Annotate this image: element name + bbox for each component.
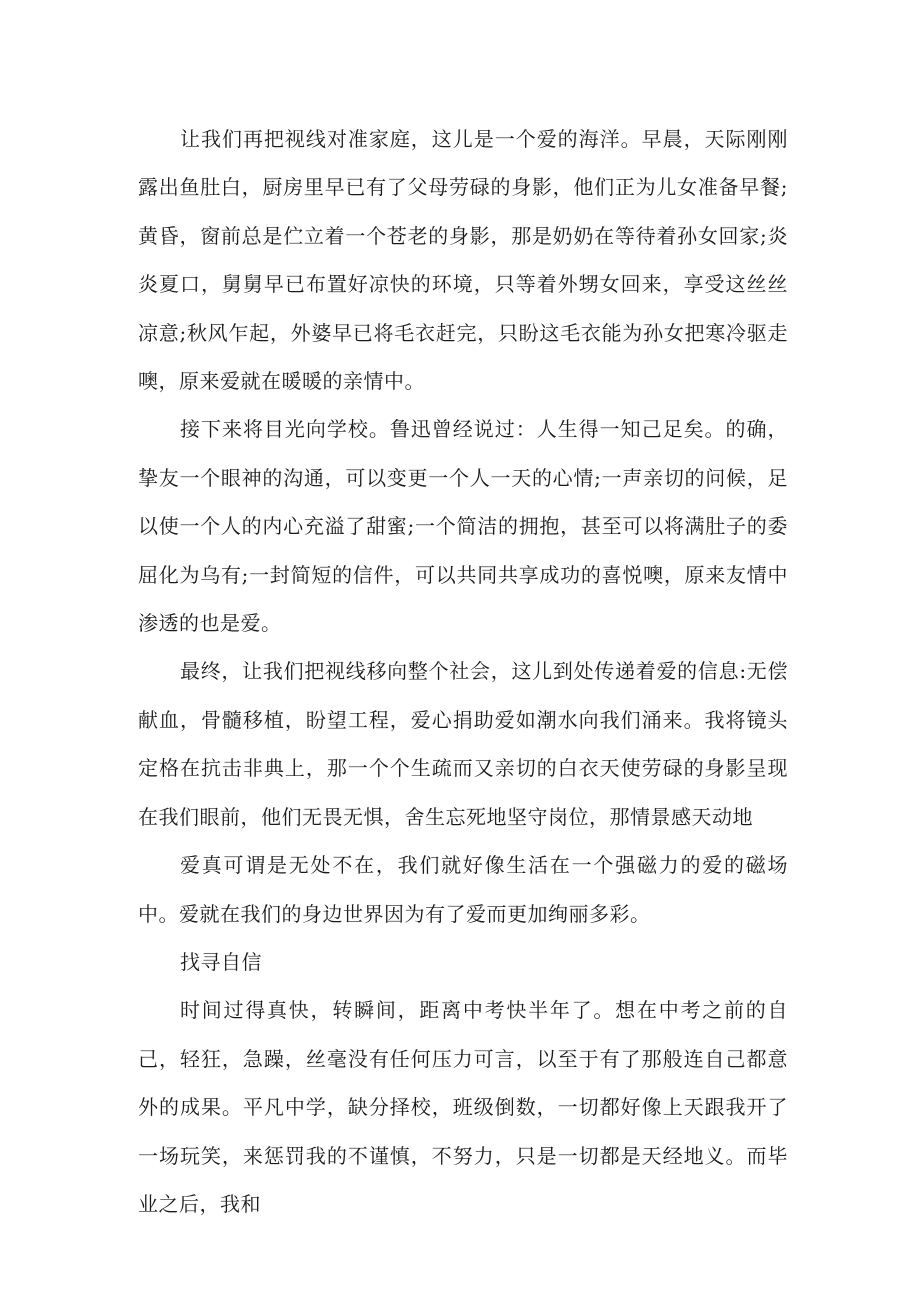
- paragraph-school-friendship: 接下来将目光向学校。鲁迅曾经说过：人生得一知己足矣。的确，挚友一个眼神的沟通，可以变更一个人一天的心情;一声亲切的问候，足以使一个人的内心充溢了甜蜜;一个简洁的拥抱，甚至可以将满肚子的委屈化为乌有;一封简短的信件，可以共同共享成功的喜悦噢，原来友情中渗透的也是爱。: [138, 417, 788, 636]
- paragraph-society-love: 最终，让我们把视线移向整个社会，这儿到处传递着爱的信息:无偿献血，骨髓移植，盼望工程，爱心捐助爱如潮水向我们涌来。我将镜头定格在抗击非典上，那一个个生疏而又亲切的白衣天使劳碌的身影呈现在我们眼前，他们无畏无惧，舍生忘死地坚守岗位，那情景感天动地: [138, 659, 788, 829]
- paragraph-love-everywhere: 爱真可谓是无处不在，我们就好像生活在一个强磁力的爱的磁场中。爱就在我们的身边世界因为有了爱而更加绚丽多彩。: [138, 853, 788, 926]
- document-body: [138, 115, 788, 1228]
- paragraph-exam-reflection: 时间过得真快，转瞬间，距离中考快半年了。想在中考之前的自己，轻狂，急躁，丝毫没有任何压力可言，以至于有了那般连自己都意外的成果。平凡中学，缺分择校，班级倒数，一切都好像上天跟我开了一场玩笑，来惩罚我的不谨慎，不努力，只是一切都是天经地义。而毕业之后，我和: [138, 998, 788, 1216]
- section-title-finding-confidence: 找寻自信: [180, 949, 262, 974]
- paragraph-family-love: 让我们再把视线对准家庭，这儿是一个爱的海洋。早晨，天际刚刚露出鱼肚白，厨房里早已有了父母劳碌的身影，他们正为儿女准备早餐;黄昏，窗前总是伫立着一个苍老的身影，那是奶奶在等待着孙女回家;炎炎夏口，舅舅早已布置好凉快的环境，只等着外甥女回来，享受这丝丝凉意;秋风乍起，外婆早已将毛衣赶完，只盼这毛衣能为孙女把寒冷驱走噢，原来爱就在暖暖的亲情中。: [138, 127, 788, 394]
